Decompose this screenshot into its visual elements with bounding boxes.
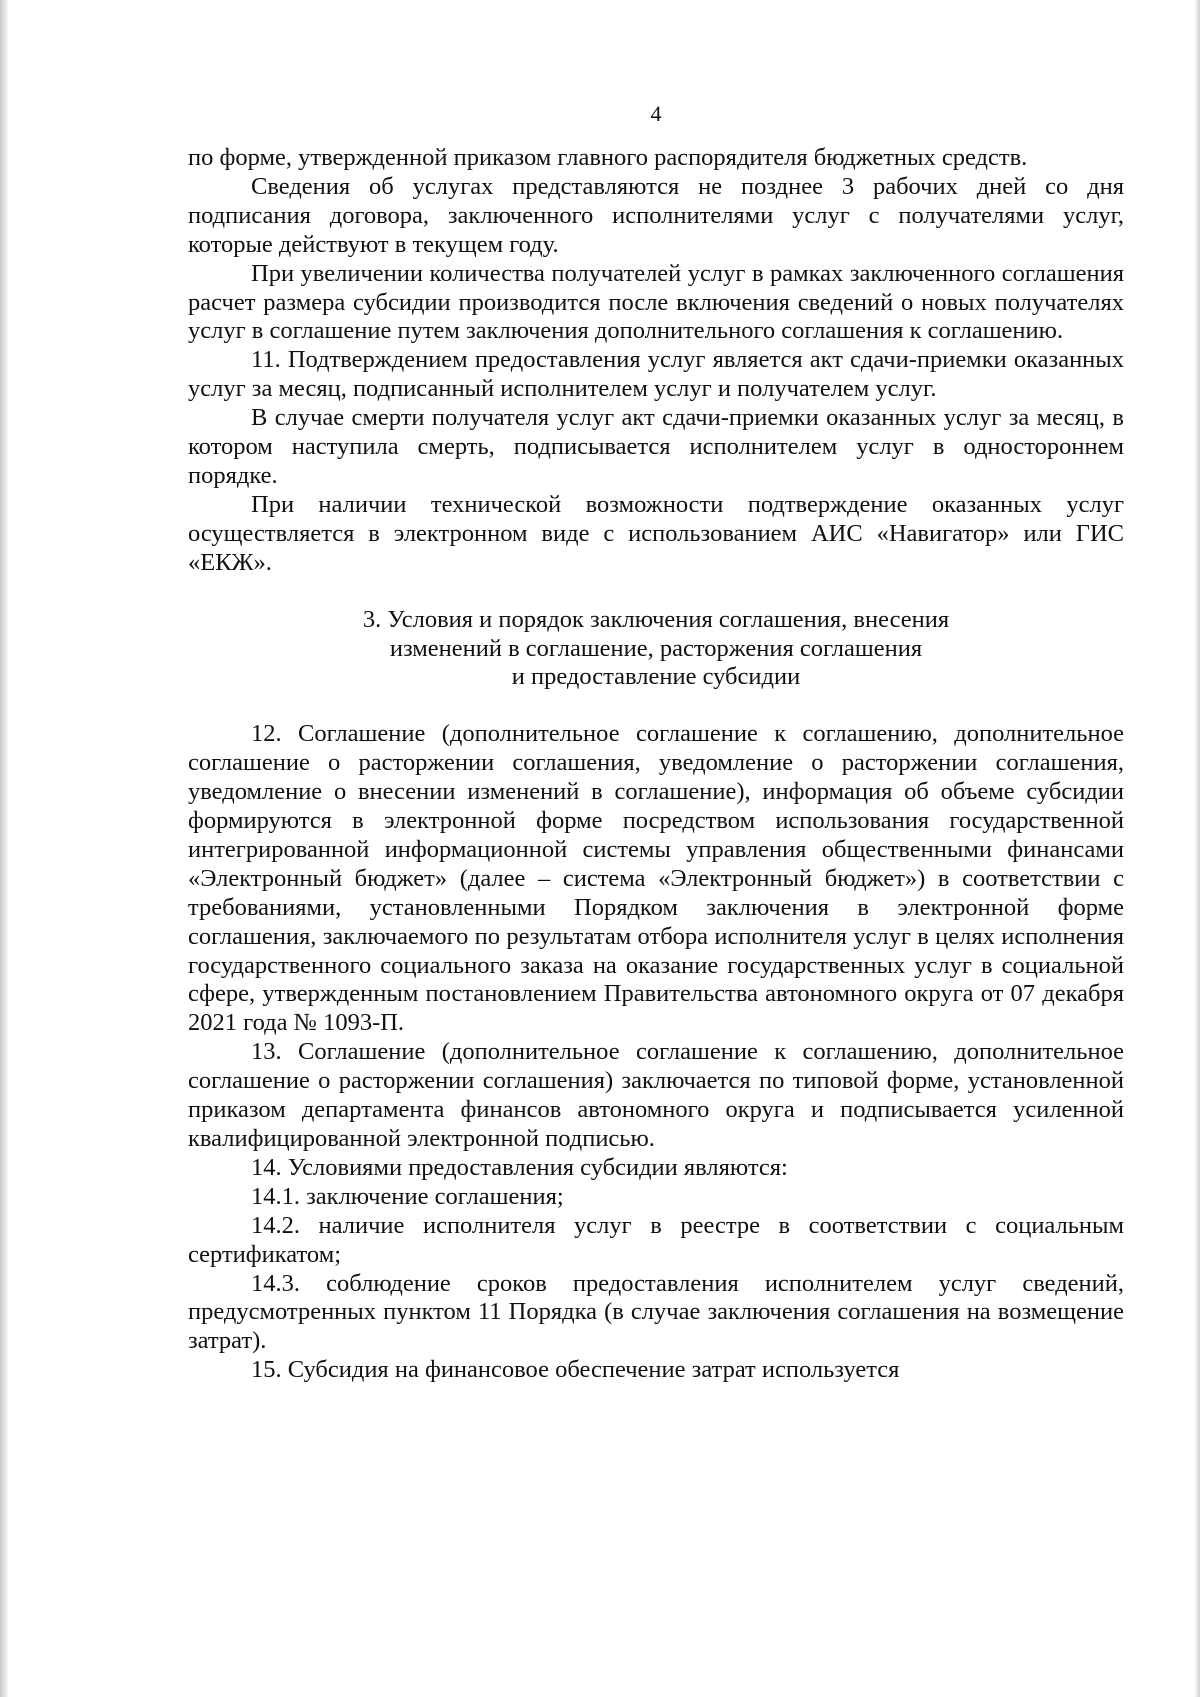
document-body (188, 144, 1124, 1385)
paragraph: по форме, утвержденной приказом главного распорядителя бюджетных средств. (188, 144, 1028, 171)
section-heading-line: 3. Условия и порядок заключения соглашения, внесения (362, 605, 950, 633)
paragraph: 13. Соглашение (дополнительное соглашение к соглашению, дополнительное соглашение о расторжении соглашения) заключается по типовой форме, установленной приказом департамента финансов автономного округа и подписывается усиленной квалифицированной электронной подписью. (188, 1038, 1124, 1152)
section-heading (188, 578, 1124, 721)
paragraph: 12. Соглашение (дополнительное соглашение к соглашению, дополнительное соглашение о расторжении соглашения, уведомление о расторжении соглашения, уведомление о внесении изменений в соглашение), информация об объеме субсидии формируются в электронной форме посредством использования государственной интегрированной информационной системы управления общественными финансами «Электронный бюджет» (далее – система «Электронный бюджет») в соответствии с требованиями, установленными Порядком заключения в электронной форме соглашения, заключаемого по результатам отбора исполнителя услуг в целях исполнения государственного социального заказа на оказание государственных услуг в социальной сфере, утвержденным постановлением Правительства автономного округа от 07 декабря 2021 года № 1093-П. (188, 720, 1124, 1037)
scan-right-edge-shadow (1194, 0, 1200, 1697)
paragraph: В случае смерти получателя услуг акт сдачи-приемки оказанных услуг за месяц, в котором наступила смерть, подписывается исполнителем услуг в одностороннем порядке. (188, 404, 1124, 489)
section-heading-line: изменений в соглашение, расторжения соглашения (389, 634, 923, 662)
section-heading-line: и предоставление субсидии (511, 663, 801, 691)
paragraph: При увеличении количества получателей услуг в рамках заключенного соглашения расчет размера субсидии производится после включения сведений о новых получателях услуг в соглашение путем заключения дополнительного соглашения к соглашению. (188, 259, 1124, 345)
page-number: 4 (650, 101, 662, 126)
scan-left-edge-shadow (0, 0, 9, 1697)
paragraph: 14.1. заключение соглашения; (251, 1182, 564, 1210)
paragraph: Сведения об услугах представляются не позднее 3 рабочих дней со дня подписания договора, заключенного исполнителями услуг с получателями услуг, которые действуют в текущем году. (188, 172, 1124, 258)
paragraph: При наличии технической возможности подтверждение оказанных услуг осуществляется в электронном виде с использованием АИС «Навигатор» или ГИС «ЕКЖ». (188, 490, 1124, 576)
paragraph: 11. Подтверждением предоставления услуг является акт сдачи-приемки оказанных услуг за месяц, подписанный исполнителем услуг и получателем услуг. (188, 346, 1124, 403)
paragraph: 14.2. наличие исполнителя услуг в реестре в соответствии с социальным сертификатом; (188, 1211, 1124, 1268)
paragraph: 15. Субсидия на финансовое обеспечение затрат используется (251, 1356, 900, 1384)
paragraph: 14. Условиями предоставления субсидии являются: (251, 1153, 788, 1181)
paragraph: 14.3. соблюдение сроков предоставления исполнителем услуг сведений, предусмотренных пунктом 11 Порядка (в случае заключения соглашения на возмещение затрат). (188, 1269, 1124, 1355)
